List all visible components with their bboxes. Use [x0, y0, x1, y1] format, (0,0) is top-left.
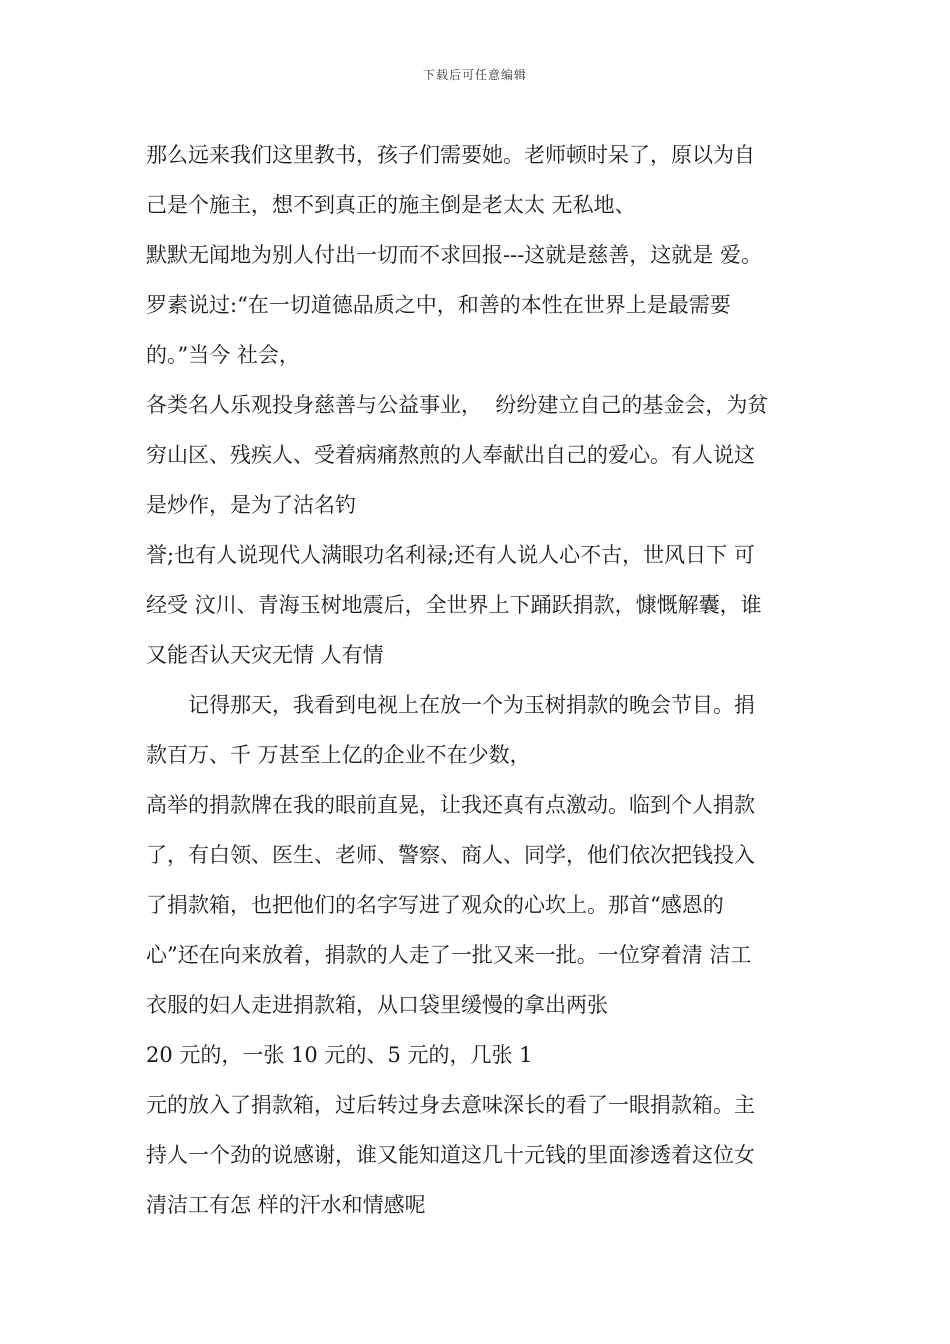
text-line: 的。”当今 社会，	[146, 343, 300, 367]
text-line: 衣服的妇人走进捐款箱，从口袋里缓慢的拿出两张	[146, 993, 608, 1017]
text-line: 记得那天，我看到电视上在放一个为玉树捐款的晚会节目。捐	[188, 693, 755, 717]
text-line: 20 元的，一张 10 元的、5 元的，几张 1	[146, 1043, 533, 1067]
text-line: 了捐款箱，也把他们的名字写进了观众的心坎上。那首“感恩的	[146, 893, 724, 917]
text-line: 各类名人乐观投身慈善与公益事业， 纷纷建立自己的基金会，为贫	[146, 393, 769, 417]
text-line: 默默无闻地为别人付出一切而不求回报---这就是慈善，这就是 爱。	[146, 243, 762, 267]
text-line: 罗素说过:“在一切道德品质之中，和善的本性在世界上是最需要	[146, 293, 731, 317]
text-line: 又能否认天灾无情 人有情	[146, 643, 384, 667]
text-line: 是炒作，是为了沽名钓	[146, 493, 356, 517]
text-line: 持人一个劲的说感谢，谁又能知道这几十元钱的里面渗透着这位女	[146, 1143, 755, 1167]
text-line: 经受 汶川、青海玉树地震后，全世界上下踊跃捐款，慷慨解囊，谁	[146, 593, 762, 617]
text-line: 己是个施主，想不到真正的施主倒是老太太 无私地、	[146, 193, 636, 217]
text-line: 穷山区、残疾人、受着病痛熬煎的人奉献出自己的爱心。有人说这	[146, 443, 755, 467]
text-line: 清洁工有怎 样的汗水和情感呢	[146, 1193, 426, 1217]
text-line: 那么远来我们这里教书，孩子们需要她。老师顿时呆了，原以为自	[146, 143, 755, 167]
text-line: 元的放入了捐款箱，过后转过身去意味深长的看了一眼捐款箱。主	[146, 1093, 755, 1117]
text-line: 款百万、千 万甚至上亿的企业不在少数，	[146, 743, 531, 767]
page-header: 下载后可任意编辑	[422, 68, 527, 82]
text-line: 心”还在向来放着，捐款的人走了一批又来一批。一位穿着清 洁工	[146, 943, 752, 967]
text-line: 高举的捐款牌在我的眼前直晃，让我还真有点激动。临到个人捐款	[146, 793, 755, 817]
text-line: 了，有白领、医生、老师、警察、商人、同学，他们依次把钱投入	[146, 843, 755, 867]
text-line: 誉;也有人说现代人满眼功名利禄;还有人说人心不古，世风日下 可	[146, 543, 755, 567]
body-text	[146, 130, 826, 1230]
